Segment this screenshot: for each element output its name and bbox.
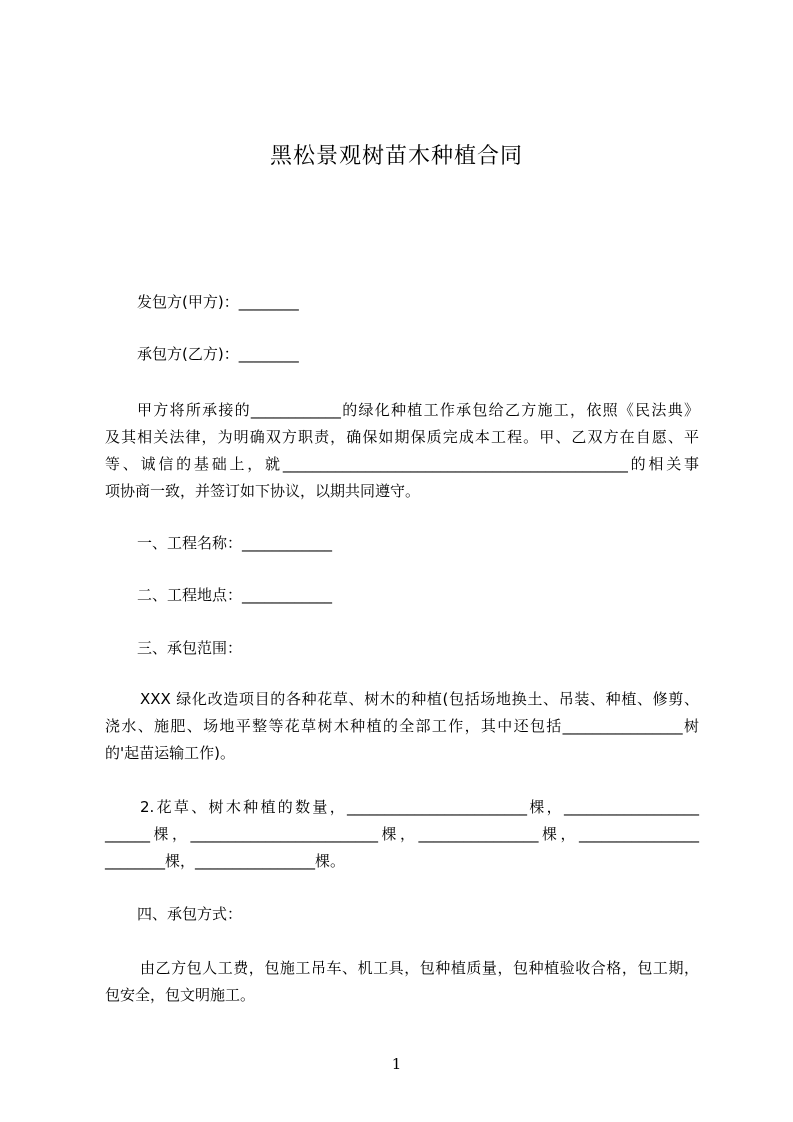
party-a-line: 发包方(甲方)：________ <box>137 293 299 311</box>
document-title: 黑松景观树苗木种植合同 <box>269 144 523 169</box>
section-3-heading: 三、承包范围： <box>137 639 243 657</box>
section-1-project-name: 一、工程名称：____________ <box>137 534 333 552</box>
quantity-line-1: 2.花草、树木种植的数量，________________________棵，__________________ <box>140 798 699 816</box>
section-2-project-location: 二、工程地点：____________ <box>137 586 333 604</box>
scope-line-3: 的'起苗运输工作)。 <box>105 744 235 762</box>
intro-line-4: 项协商一致，并签订如下协议，以期共同遵守。 <box>105 482 421 500</box>
quantity-line-3: ________棵，________________棵。 <box>105 852 346 870</box>
quantity-line-2: ______棵，_________________________棵，________________棵，________________ <box>105 825 699 843</box>
scope-line-1: XXX 绿化改造项目的各种花草、树木的种植(包括场地换土、吊装、种植、修剪、 <box>140 690 699 708</box>
section-4-heading: 四、承包方式： <box>137 905 243 923</box>
page-number: 1 <box>391 1055 402 1073</box>
party-b-line: 承包方(乙方)：________ <box>137 345 299 363</box>
method-line-1: 由乙方包人工费，包施工吊车、机工具，包种植质量，包种植验收合格，包工期， <box>140 959 699 977</box>
method-line-2: 包安全，包文明施工。 <box>105 986 256 1004</box>
scope-line-2: 浇水、施肥、场地平整等花草树木种植的全部工作，其中还包括________________树 <box>105 717 699 735</box>
intro-line-1: 甲方将所承接的____________的绿化种植工作承包给乙方施工，依照《民法典》 <box>137 401 699 419</box>
intro-line-2: 及其相关法律，为明确双方职责，确保如期保质完成本工程。甲、乙双方在自愿、平 <box>105 428 699 446</box>
intro-line-3: 等、诚信的基础上，就______________________________________________的相关事 <box>105 455 699 473</box>
